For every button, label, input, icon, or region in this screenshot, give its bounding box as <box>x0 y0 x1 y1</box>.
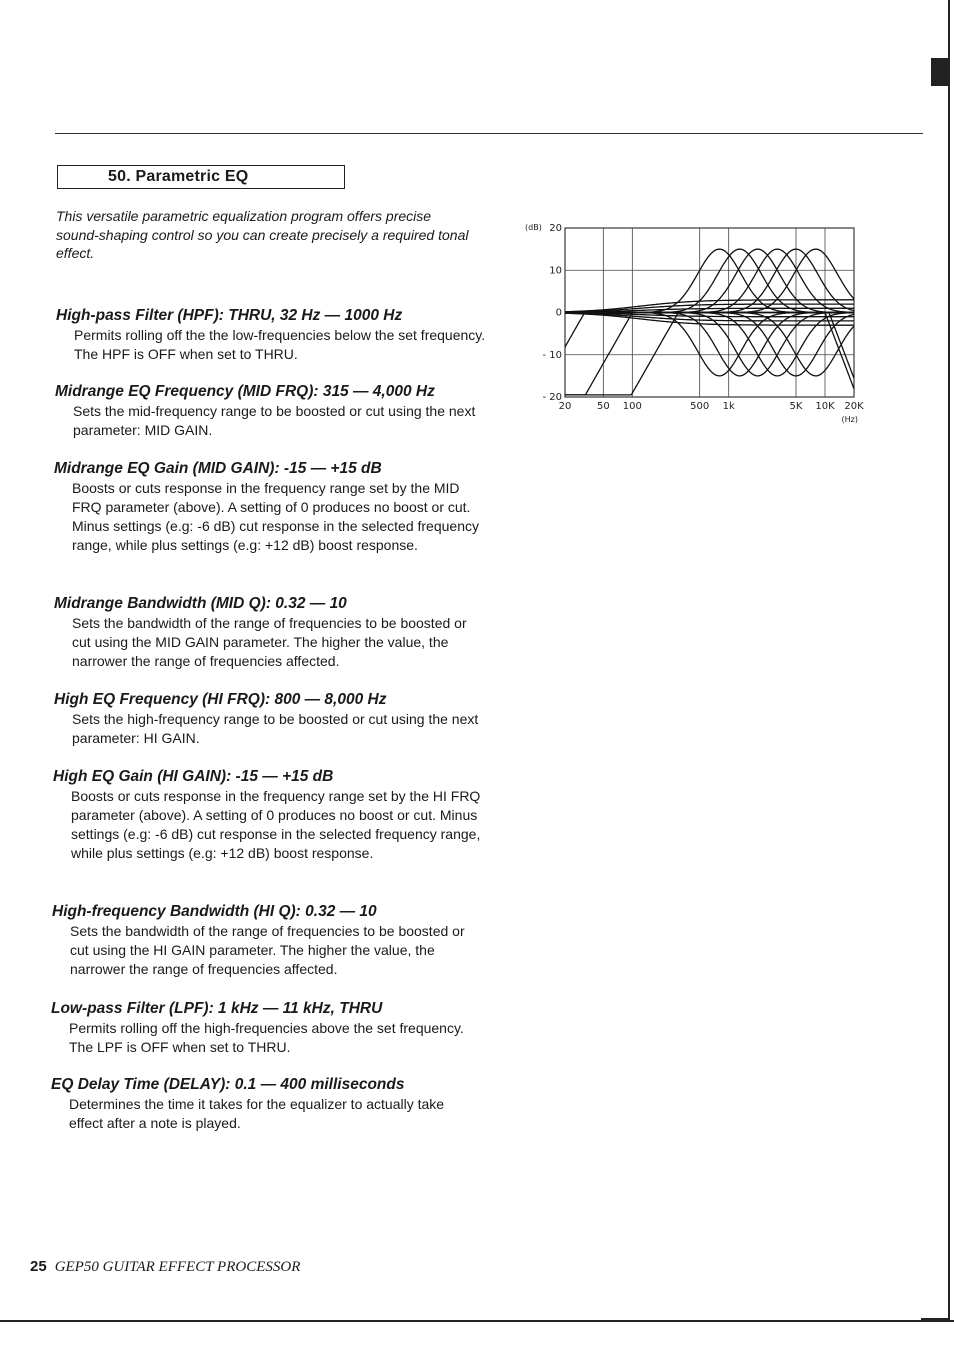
param-heading: Midrange EQ Gain (MID GAIN): -15 — +15 dB <box>54 460 382 477</box>
cut-curve <box>565 313 854 376</box>
param-heading: High EQ Gain (HI GAIN): -15 — +15 dB <box>53 768 334 785</box>
y-axis-label: (dB) <box>525 223 542 232</box>
param-description: Boosts or cuts response in the frequency range set by the MID FRQ parameter (above). A setting of 0 produces no boost or cut. Minus settings (e.g: -6 dB) cut response in the selected frequency range, while plus settings (e.g: +12 dB) boost response. <box>72 480 479 553</box>
x-tick-label: 20K <box>844 401 864 412</box>
edge-mark <box>921 1318 948 1322</box>
param-description: Permits rolling off the high-frequencies above the set frequency. The LPF is OFF when set to THRU. <box>69 1020 464 1055</box>
param-hi-q <box>52 902 482 979</box>
cut-curve <box>565 313 854 376</box>
eq-response-chart <box>520 215 870 430</box>
param-hpf <box>56 306 486 364</box>
cut-curve <box>565 313 854 376</box>
x-tick-label: 50 <box>596 401 610 412</box>
x-tick-label: 5K <box>789 401 803 412</box>
boost-curve <box>565 249 854 312</box>
param-mid-gain <box>54 459 484 555</box>
manual-title: GEP50 GUITAR EFFECT PROCESSOR <box>54 1259 301 1275</box>
y-tick-label: 10 <box>549 265 562 277</box>
param-mid-frq <box>55 382 485 440</box>
boost-curve <box>565 249 854 312</box>
param-lpf <box>51 999 481 1057</box>
x-tick-label: 100 <box>622 401 642 412</box>
param-description: Permits rolling off the the low-frequencies below the set frequency. The HPF is OFF when set to THRU. <box>74 327 486 362</box>
boost-curve <box>565 249 854 312</box>
param-description: Sets the bandwidth of the range of frequencies to be boosted or cut using the MID GAIN parameter. The higher the value, the narrower the range of frequencies affected. <box>72 615 467 669</box>
param-mid-q <box>54 594 484 671</box>
cut-curve <box>565 313 854 376</box>
param-heading: Midrange Bandwidth (MID Q): 0.32 — 10 <box>54 595 347 612</box>
cut-curve <box>565 313 854 376</box>
bottom-rule <box>0 1320 954 1322</box>
x-tick-label: 20 <box>558 401 572 412</box>
page-footer <box>30 1258 300 1276</box>
param-description: Sets the mid-frequency range to be boosted or cut using the next parameter: MID GAIN. <box>73 403 476 438</box>
param-heading: High EQ Frequency (HI FRQ): 800 — 8,000 Hz <box>54 691 387 708</box>
y-tick-label: - 20 <box>542 392 562 403</box>
param-heading: High-pass Filter (HPF): THRU, 32 Hz — 1000 Hz <box>56 307 403 324</box>
shelf-curve <box>565 313 854 325</box>
y-tick-label: 20 <box>549 223 562 234</box>
boost-curve <box>565 249 854 312</box>
x-tick-label: 1k <box>722 401 735 412</box>
param-hi-frq <box>54 690 484 748</box>
eq-response-plot <box>520 215 870 430</box>
lowpass-curve <box>565 313 854 379</box>
param-description: Sets the bandwidth of the range of frequencies to be boosted or cut using the HI GAIN parameter. The higher the value, the narrower the range of frequencies affected. <box>70 923 465 977</box>
section-title-box <box>57 165 345 189</box>
page-edge <box>948 0 950 1320</box>
x-tick-label: 500 <box>690 401 710 412</box>
y-tick-label: 0 <box>555 307 562 319</box>
cut-curve <box>565 313 854 376</box>
top-rule <box>55 133 923 134</box>
x-axis-label: (Hz) <box>841 415 858 424</box>
param-description: Determines the time it takes for the equalizer to actually take effect after a note is played. <box>69 1096 445 1131</box>
page-number: 25 <box>30 1258 47 1275</box>
param-description: Sets the high-frequency range to be boosted or cut using the next parameter: HI GAIN. <box>72 711 479 746</box>
param-delay <box>51 1075 481 1133</box>
y-tick-label: - 10 <box>542 349 562 361</box>
param-heading: High-frequency Bandwidth (HI Q): 0.32 — 10 <box>52 903 377 920</box>
param-heading: EQ Delay Time (DELAY): 0.1 — 400 milliseconds <box>51 1076 405 1093</box>
edge-mark <box>931 58 948 86</box>
boost-curve <box>565 249 854 312</box>
section-title: 50. Parametric EQ <box>108 168 249 185</box>
intro-paragraph: This versatile parametric equalization program offers precise sound-shaping control so you can create precisely a required tonal effect. <box>56 208 469 261</box>
boost-curve <box>565 249 854 312</box>
param-heading: Midrange EQ Frequency (MID FRQ): 315 — 4,000 Hz <box>55 383 435 400</box>
param-description: Boosts or cuts response in the frequency range set by the HI FRQ parameter (above). A setting of 0 produces no boost or cut. Minus settings (e.g: -6 dB) cut response in the selected frequency range, while plus settings (e.g: +12 dB) boost response. <box>71 788 481 861</box>
param-heading: Low-pass Filter (LPF): 1 kHz — 11 kHz, THRU <box>51 1000 383 1017</box>
param-hi-gain <box>53 767 483 863</box>
x-tick-label: 10K <box>815 401 835 412</box>
